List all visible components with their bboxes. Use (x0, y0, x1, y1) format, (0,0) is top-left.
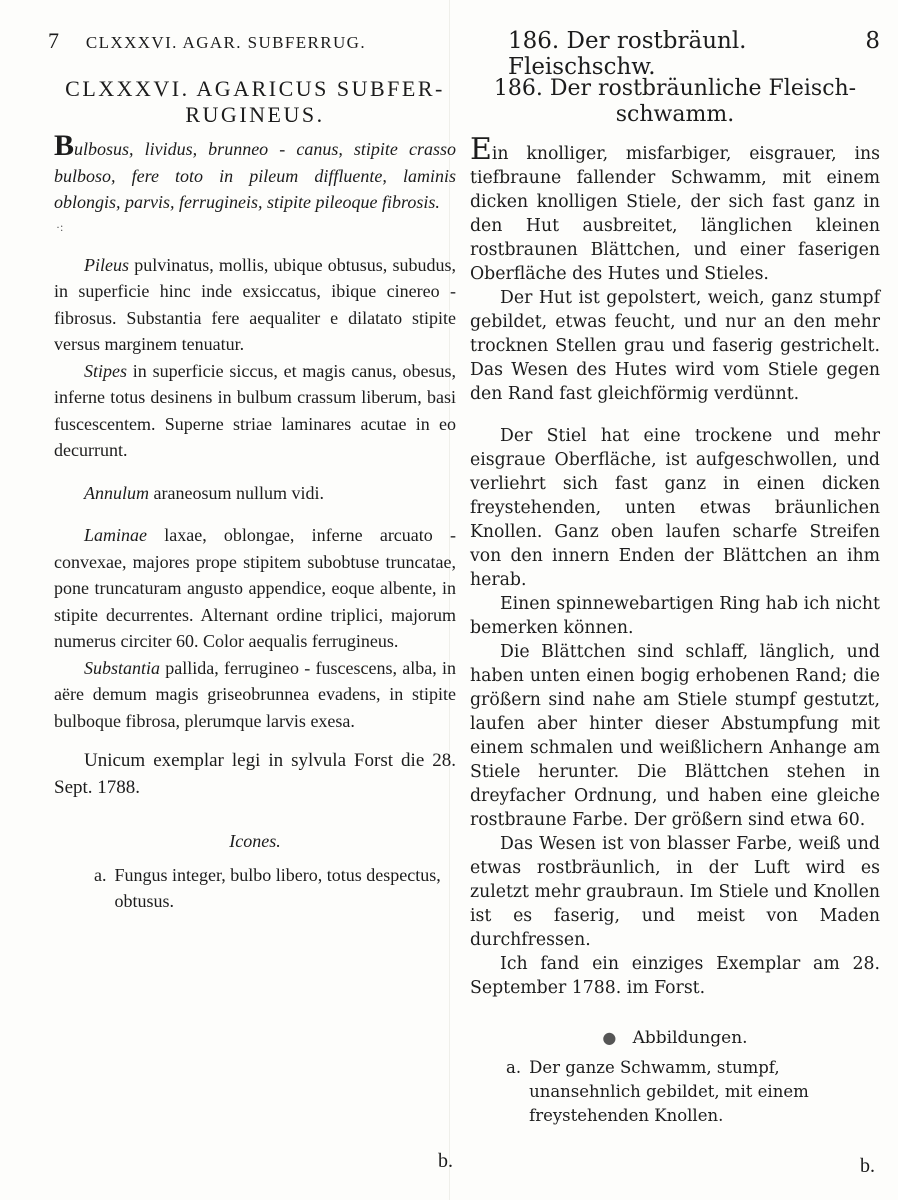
right-intro-initial: E (470, 132, 492, 167)
left-diagnosis (54, 129, 456, 216)
right-blaettchen-paragraph: Die Blättchen sind schlaff, länglich, und haben unten einen bogig erhobenen Rand; die größern sind nahe am Stiele stumpf gestutzt, laufen aber hinter dieser Abstumpfung mit einem schmalen und weißlichern Anhange am Stiele herunter. Die Blättchen stehen in dreyfacher Ordnung, und haben eine gleiche rostbraune Farbe. Der größern sind etwa 60. (470, 642, 880, 830)
right-species-title (470, 76, 880, 128)
right-footer-signature: b. (860, 1155, 875, 1177)
left-annulum-text: araneosum nullum vidi. (153, 482, 324, 503)
right-abbildungen-label: a. (506, 1058, 522, 1077)
ink-blot-mark: ● (602, 1028, 617, 1047)
right-page-number: 8 (865, 28, 880, 54)
left-ornament-mark: ·: (56, 219, 64, 234)
left-unicum-paragraph: Unicum exemplar legi in sylvula Forst die 28. Sept. 1788. (54, 750, 456, 798)
right-wesen-paragraph: Das Wesen ist von blasser Farbe, weiß und etwas rostbräunlich, in der Luft wird es zuletzt mehr graubraun. Im Stiele und Knollen ist es faserig, und meist von Maden durchfressen. (470, 834, 880, 950)
left-title-line-1: CLXXXVI. AGARICUS SUBFER- (65, 76, 445, 101)
left-title-line-2: RUGINEUS. (185, 102, 325, 127)
right-running-head (470, 28, 880, 80)
right-abbildungen-text: Der ganze Schwamm, stumpf, unansehnlich gebildet, mit einem freystehenden Knollen. (529, 1058, 809, 1125)
left-annulum-paragraph (54, 480, 456, 507)
left-page-number: 7 (48, 28, 61, 53)
right-fund-paragraph: Ich fand ein einziges Exemplar am 28. September 1788. im Forst. (470, 954, 880, 998)
left-stipes-text: in superficie siccus, et magis canus, obesus, inferne totus desinens in bulbum crassum liberum, basi fuscescentem. Superne striae laminares acutae in eo decurrunt. (54, 360, 456, 460)
left-species-title (54, 76, 456, 128)
left-substantia-text: pallida, ferrugineo - fuscescens, alba, in aëre demum magis griseobrunnea evadens, in stipite bulboque fibrosa, plerumque larvis exesa. (54, 657, 456, 731)
left-diagnosis-initial: B (54, 129, 75, 162)
left-pileus-text: pulvinatus, mollis, ubique obtusus, subudus, in superficie hinc inde exsiccatus, ibique cinereo - fibrosus. Substantia fere aequaliter e dilatato stipite versus marginem tenuatur. (54, 254, 456, 354)
right-intro-paragraph (470, 132, 880, 286)
right-abbildungen-heading (470, 1028, 880, 1048)
left-icones-label: a. (94, 865, 107, 885)
left-laminae-text: laxae, oblongae, inferne arcuato - convexae, majores prope stipitem subobtuse truncatae, pone truncaturam angusto appendice, eoque albente, in stipite decurrentes. Alternant ordine triplici, majorum numerus circiter 60. Color aequalis ferrugineus. (54, 525, 457, 651)
right-title-line-2: schwamm. (615, 102, 735, 127)
left-substantia-term: Substantia (84, 657, 161, 678)
right-stiel-paragraph: Der Stiel hat eine trockene und mehr eisgraue Oberfläche, ist aufgeschwollen, und verliehrt sich fast ganz in einen dicken freystehenden, unten etwas bräunlichen Knollen. Ganz oben laufen scharfe Streifen von den innern Enden der Blättchen an ihm herab. (470, 426, 880, 590)
left-laminae-paragraph (54, 522, 456, 655)
left-pileus-paragraph (54, 252, 456, 358)
right-abbildungen-item (506, 1056, 880, 1128)
right-hut-paragraph: Der Hut ist gepolstert, weich, ganz stumpf gebildet, etwas feucht, und nur an den mehr trocknen Stellen grau und faserig gestrichelt. Das Wesen des Hutes wird vom Stiele gegen den Rand fast gleichförmig verdünnt. (470, 288, 880, 404)
left-laminae-term: Laminae (84, 525, 147, 545)
left-diagnosis-text: ulbosus, lividus, brunneo - canus, stipite crasso bulboso, fere toto in pileum diffluente, laminis oblongis, parvis, ferrugineis, stipite pileoque fibrosis. (54, 139, 456, 212)
left-footer-signature: b. (438, 1150, 453, 1172)
right-page (470, 28, 880, 1128)
left-running-title: CLXXXVI. AGAR. SUBFERRUG. (85, 33, 366, 52)
right-running-title: 186. Der rostbräunl. Fleischschw. (508, 28, 747, 80)
left-stipes-paragraph (54, 358, 456, 464)
right-abbildungen-heading-text: Abbildungen. (632, 1028, 748, 1048)
left-running-head (48, 28, 456, 54)
left-icones-heading: Icones. (229, 831, 281, 851)
right-title-line-1: 186. Der rostbräunliche Fleisch- (493, 76, 857, 101)
left-icones-text: Fungus integer, bulbo libero, totus despectus, obtusus. (114, 865, 441, 911)
left-icones-item (94, 862, 456, 914)
left-annulum-term: Annulum (84, 482, 149, 503)
left-pileus-term: Pileus (84, 254, 129, 275)
right-intro-text: in knolliger, misfarbiger, eisgrauer, ins tiefbraune fallender Schwamm, mit einem dicken knolligen Stiele, der sich fast ganz in den Hut ausbreitet, länglichen kleinen rostbraunen Blättchen, und einer faserigen Oberfläche des Hutes und Stieles. (470, 144, 880, 284)
left-stipes-term: Stipes (84, 360, 127, 381)
right-ring-paragraph: Einen spinnewebartigen Ring hab ich nicht bemerken können. (470, 594, 880, 638)
left-page (48, 28, 457, 914)
left-substantia-paragraph (54, 655, 456, 735)
